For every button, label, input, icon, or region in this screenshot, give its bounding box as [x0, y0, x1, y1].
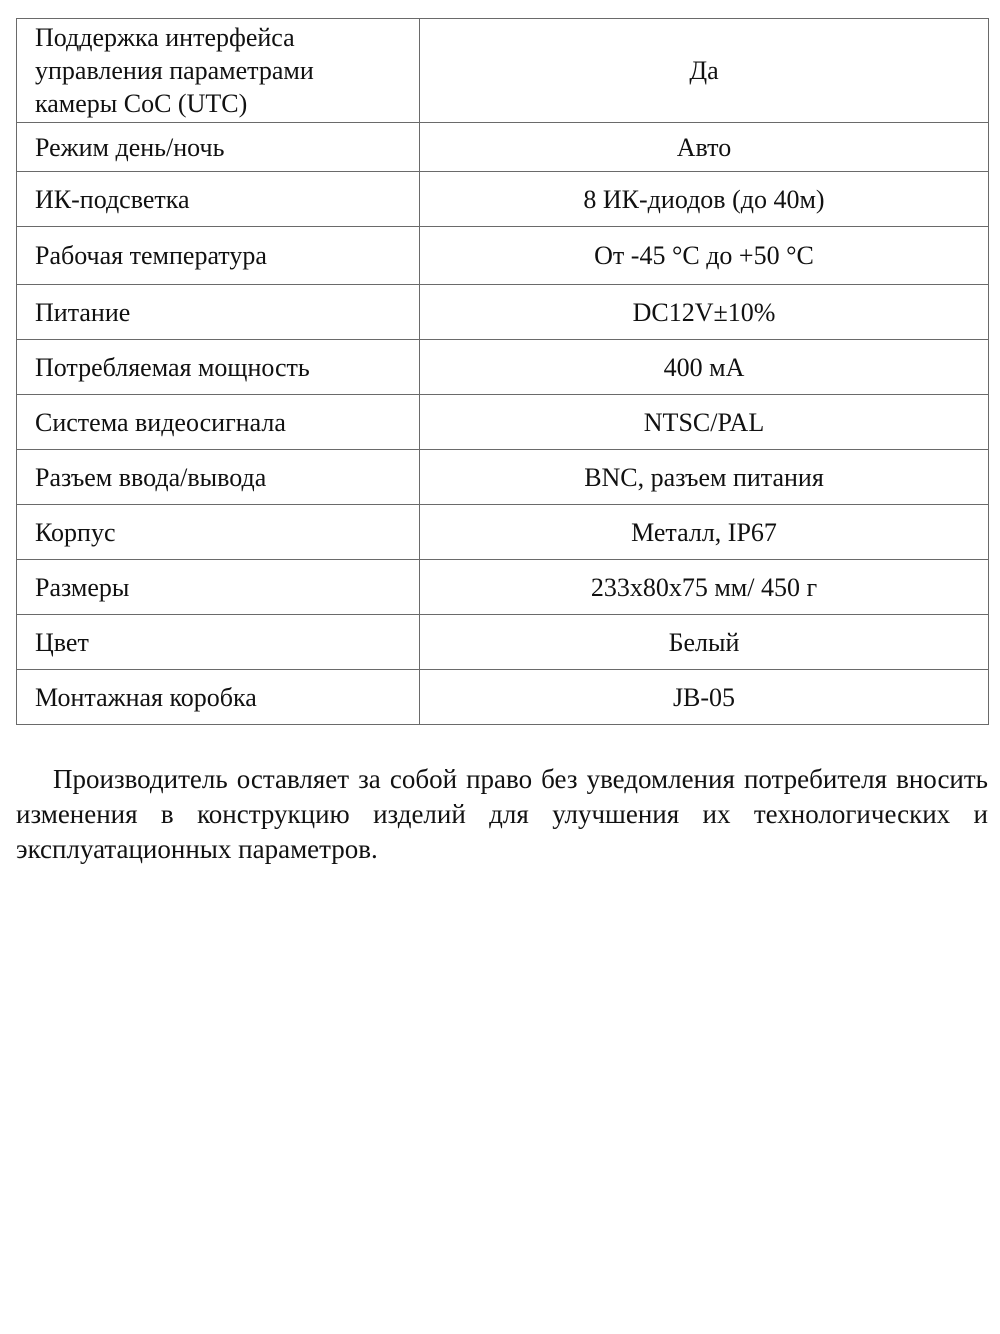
table-row	[17, 395, 989, 450]
spec-label-line: Поддержка интерфейса	[35, 23, 295, 52]
spec-value: DC12V±10%	[420, 285, 989, 340]
table-row	[17, 505, 989, 560]
spec-value: Авто	[420, 123, 989, 172]
spec-value: 233x80x75 мм/ 450 г	[420, 560, 989, 615]
spec-value: 400 мА	[420, 340, 989, 395]
spec-label-line: камеры CoC (UTC)	[35, 89, 248, 118]
spec-label: ИК-подсветка	[17, 172, 420, 227]
table-row	[17, 615, 989, 670]
table-row	[17, 19, 989, 123]
table-row	[17, 285, 989, 340]
spec-label: Размеры	[17, 560, 420, 615]
table-row	[17, 670, 989, 725]
table-row	[17, 340, 989, 395]
spec-label	[17, 19, 420, 123]
spec-value: Да	[420, 19, 989, 123]
spec-label: Режим день/ночь	[17, 123, 420, 172]
table-row	[17, 450, 989, 505]
table-row	[17, 123, 989, 172]
spec-label: Питание	[17, 285, 420, 340]
spec-label: Система видеосигнала	[17, 395, 420, 450]
spec-value: Белый	[420, 615, 989, 670]
manufacturer-notice: Производитель оставляет за собой право без уведомления потребителя вносить изменения в конструкцию изделий для улучшения их технологических и эксплуатационных параметров.	[16, 764, 988, 864]
spec-label: Разъем ввода/вывода	[17, 450, 420, 505]
specifications-table	[16, 18, 989, 725]
table-row	[17, 227, 989, 285]
spec-value: 8 ИК-диодов (до 40м)	[420, 172, 989, 227]
table-row	[17, 172, 989, 227]
spec-value: От -45 °С до +50 °С	[420, 227, 989, 285]
spec-value: Металл, IP67	[420, 505, 989, 560]
spec-label-line: управления параметрами	[35, 56, 314, 85]
table-row	[17, 560, 989, 615]
spec-label: Потребляемая мощность	[17, 340, 420, 395]
spec-value: BNC, разъем питания	[420, 450, 989, 505]
spec-value: NTSC/PAL	[420, 395, 989, 450]
spec-label: Рабочая температура	[17, 227, 420, 285]
spec-label: Корпус	[17, 505, 420, 560]
spec-value: JB-05	[420, 670, 989, 725]
spec-label: Цвет	[17, 615, 420, 670]
spec-label: Монтажная коробка	[17, 670, 420, 725]
